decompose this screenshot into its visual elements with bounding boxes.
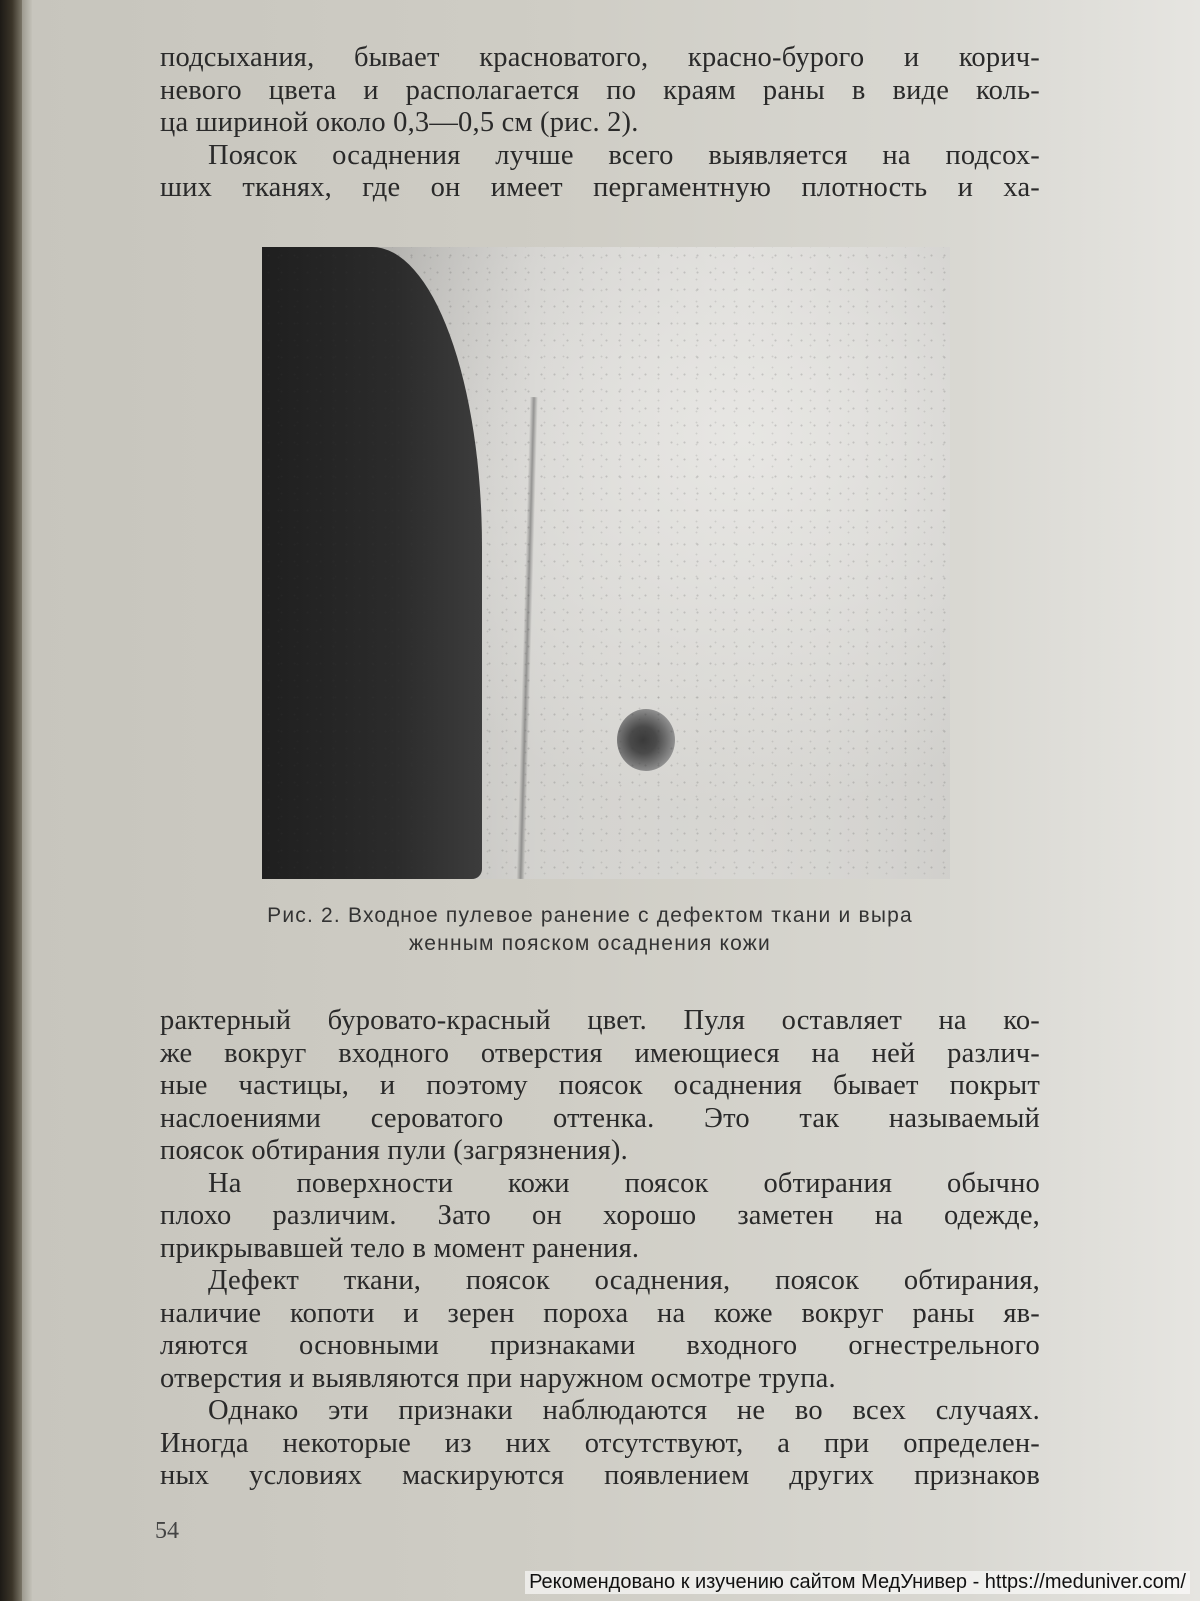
text-line: наличие копоти и зерен пороха на коже вокруг раны яв- — [160, 1297, 1040, 1329]
text-line: подсыхания, бывает красноватого, красно-бурого и корич- — [160, 42, 1040, 73]
text-line: прикрывавшей тело в момент ранения. — [160, 1232, 640, 1264]
caption-line: женным пояском осаднения кожи — [409, 932, 771, 955]
text-line: отверстия и выявляются при наружном осмотре трупа. — [160, 1362, 836, 1394]
text-line: наслоениями сероватого оттенка. Это так называемый — [160, 1102, 1040, 1134]
text-line: Иногда некоторые из них отсутствуют, а при определен- — [160, 1427, 1040, 1459]
figure-caption — [190, 902, 990, 958]
text-line: ные частицы, и поэтому поясок осаднения бывает покрыт — [160, 1070, 1040, 1101]
text-line: ца шириной около 0,3—0,5 см (рис. 2). — [160, 107, 639, 138]
caption-line: Рис. 2. Входное пулевое ранение с дефектом ткани и выра — [267, 904, 913, 927]
text-line: Поясок осаднения лучше всего выявляется на подсох- — [208, 139, 1040, 171]
book-gutter — [0, 0, 22, 1601]
text-line: ляются основными признаками входного огнестрельного — [160, 1330, 1040, 1361]
text-line: Однако эти признаки наблюдаются не во всех случаях. — [208, 1395, 1040, 1426]
photo-grain — [262, 247, 950, 879]
text-line: Дефект ткани, поясок осаднения, поясок обтирания, — [208, 1265, 1040, 1296]
text-line: плохо различим. Зато он хорошо заметен на одежде, — [160, 1200, 1040, 1231]
text-line: ших тканях, где он имеет пергаментную плотность и ха- — [160, 172, 1040, 203]
text-line: рактерный буровато-красный цвет. Пуля оставляет на ко- — [160, 1005, 1040, 1036]
text-line: же вокруг входного отверстия имеющиеся на ней различ- — [160, 1037, 1040, 1069]
text-line: невого цвета и располагается по краям раны в виде коль- — [160, 74, 1040, 106]
footer-watermark-text: Рекомендовано к изучению сайтом МедУнивер - https://meduniver.com/ — [525, 1571, 1190, 1594]
text-line: ных условиях маскируются появлением других признаков — [160, 1460, 1040, 1491]
page-edge — [22, 0, 32, 1601]
text-line: На поверхности кожи поясок обтирания обычно — [208, 1167, 1040, 1199]
top-paragraphs — [160, 42, 1040, 205]
text-line: поясок обтирания пули (загрязнения). — [160, 1135, 628, 1166]
wound-photograph — [262, 247, 950, 879]
bottom-paragraphs — [160, 1005, 1040, 1493]
page-number: 54 — [155, 1518, 179, 1544]
